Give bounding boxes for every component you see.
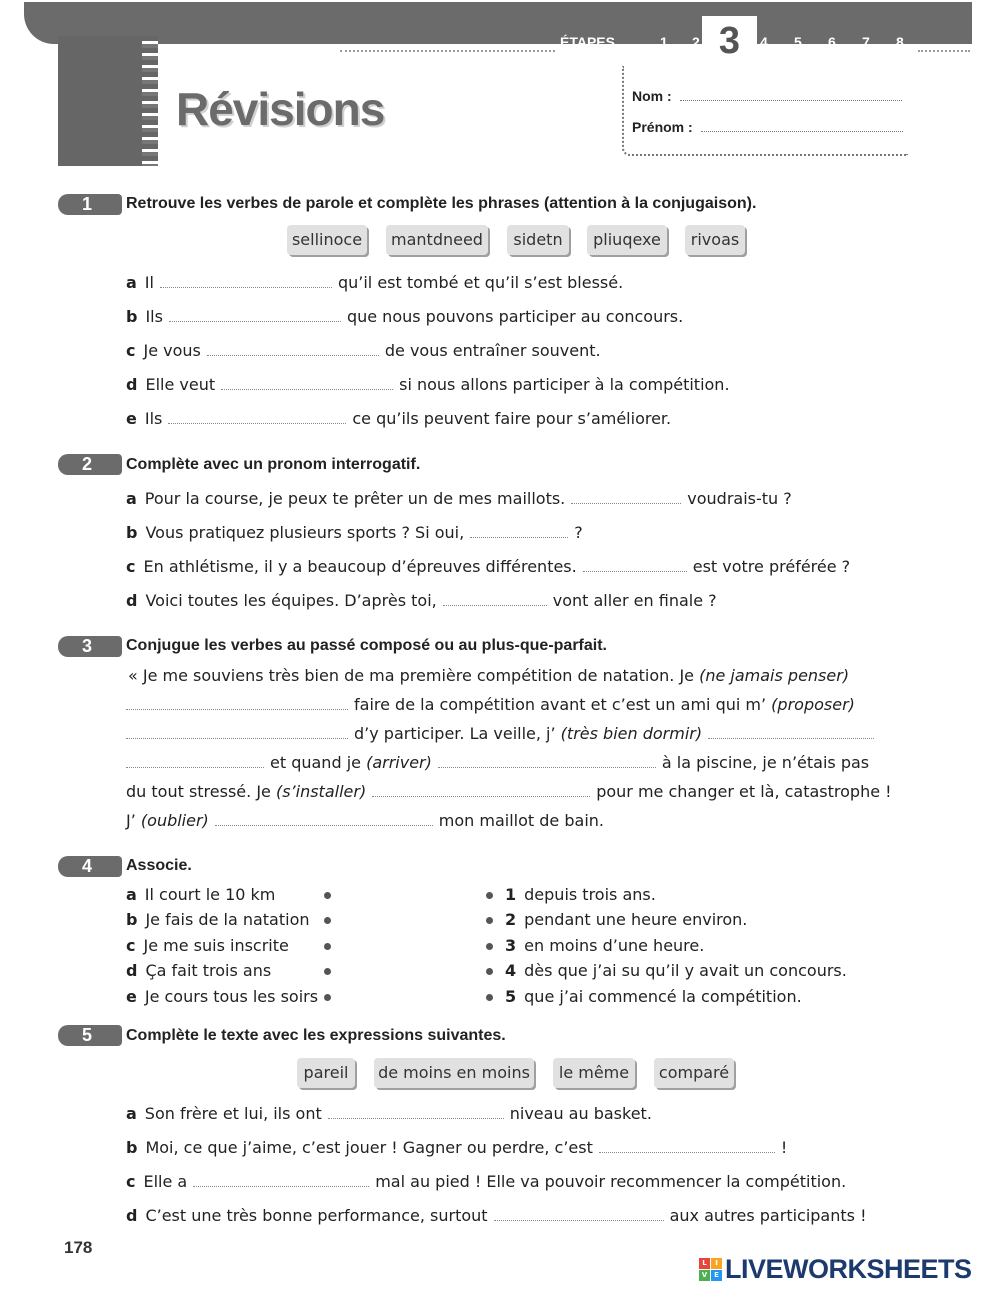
match-text: Ça fait trois ans bbox=[145, 961, 272, 980]
word-chip[interactable]: sidetn bbox=[507, 225, 569, 255]
name-blank[interactable] bbox=[680, 88, 902, 101]
match-text: Je cours tous les soirs bbox=[144, 987, 319, 1006]
exercise-3-instruction: Conjugue les verbes au passé composé ou au plus-que-parfait. bbox=[126, 637, 607, 654]
item-text-before: Ils bbox=[144, 409, 163, 428]
expression-chip[interactable]: le même bbox=[553, 1058, 635, 1088]
exercise-1-badge: 1 bbox=[58, 194, 116, 215]
item-text-after: qu’il est tombé et qu’il s’est blessé. bbox=[337, 273, 624, 292]
exercise-1-item-e bbox=[126, 409, 671, 428]
exercise-1-instruction: Retrouve les verbes de parole et complète les phrases (attention à la conjugaison). bbox=[126, 195, 757, 212]
brand-name: LIVEWORKSHEETS bbox=[725, 1254, 972, 1284]
exercise-2-instruction: Complète avec un pronom interrogatif. bbox=[126, 456, 421, 473]
answer-blank[interactable] bbox=[193, 1174, 369, 1187]
firstname-field[interactable] bbox=[632, 119, 903, 135]
match-dot-left[interactable] bbox=[324, 994, 331, 1001]
exercise-5-item-c bbox=[126, 1172, 846, 1191]
para-text: pour me changer et là, catastrophe ! bbox=[596, 782, 892, 801]
answer-blank[interactable] bbox=[168, 411, 346, 424]
exercise-2-item-d bbox=[126, 591, 717, 610]
item-letter: b bbox=[126, 523, 138, 542]
item-text-after: mal au pied ! Elle va pouvoir recommencer la compétition. bbox=[375, 1172, 847, 1191]
answer-blank[interactable] bbox=[126, 697, 348, 710]
match-dot-right[interactable] bbox=[486, 943, 493, 950]
answer-blank[interactable] bbox=[438, 755, 656, 768]
word-chip[interactable]: pliuqexe bbox=[587, 225, 667, 255]
para-text: et quand je bbox=[270, 753, 361, 772]
item-text-after: de vous entraîner souvent. bbox=[384, 341, 601, 360]
exercise-3-line-2 bbox=[126, 695, 855, 714]
answer-blank[interactable] bbox=[160, 275, 332, 288]
answer-blank[interactable] bbox=[328, 1106, 504, 1119]
item-letter: a bbox=[126, 885, 137, 904]
exercise-3-line-3 bbox=[126, 724, 880, 743]
answer-blank[interactable] bbox=[207, 343, 379, 356]
item-text-after: vont aller en finale ? bbox=[552, 591, 717, 610]
step-4[interactable]: 4 bbox=[760, 34, 768, 50]
answer-blank[interactable] bbox=[126, 726, 348, 739]
match-text: Je me suis inscrite bbox=[143, 936, 289, 955]
para-text: du tout stressé. Je bbox=[126, 782, 271, 801]
decorative-block bbox=[58, 36, 150, 166]
decorative-block-edge bbox=[142, 36, 158, 166]
exercise-1-item-c bbox=[126, 341, 601, 360]
current-step: 3 bbox=[702, 16, 757, 66]
exercise-1-item-a bbox=[126, 273, 623, 292]
match-right-5 bbox=[505, 987, 802, 1006]
match-dot-right[interactable] bbox=[486, 892, 493, 899]
match-left-b bbox=[126, 910, 310, 929]
step-8[interactable]: 8 bbox=[896, 34, 904, 50]
exercise-4-instruction: Associe. bbox=[126, 857, 192, 874]
match-right-1 bbox=[505, 885, 656, 904]
match-left-d bbox=[126, 961, 271, 980]
logo-cube: V bbox=[699, 1270, 710, 1281]
item-letter: a bbox=[126, 273, 137, 292]
item-text-after: ! bbox=[780, 1138, 788, 1157]
logo-cube: E bbox=[711, 1270, 722, 1281]
item-letter: d bbox=[126, 961, 138, 980]
match-number: 1 bbox=[505, 885, 517, 904]
item-letter: a bbox=[126, 489, 137, 508]
match-dot-left[interactable] bbox=[324, 968, 331, 975]
item-text-before: Son frère et lui, ils ont bbox=[144, 1104, 322, 1123]
item-text-after: niveau au basket. bbox=[509, 1104, 652, 1123]
exercise-5-item-a bbox=[126, 1104, 652, 1123]
step-1[interactable]: 1 bbox=[660, 34, 668, 50]
item-text-after: ? bbox=[574, 523, 583, 542]
item-letter: c bbox=[126, 1172, 136, 1191]
match-text: que j’ai commencé la compétition. bbox=[524, 987, 802, 1006]
expression-chip[interactable]: comparé bbox=[654, 1058, 734, 1088]
match-number: 3 bbox=[505, 936, 517, 955]
name-box bbox=[622, 66, 908, 156]
match-right-2 bbox=[505, 910, 747, 929]
exercise-2-item-a bbox=[126, 489, 792, 508]
banner-dotted-line bbox=[340, 42, 555, 52]
match-text: en moins d’une heure. bbox=[524, 936, 705, 955]
name-field[interactable] bbox=[632, 88, 902, 104]
item-text-before: Vous pratiquez plusieurs sports ? Si oui, bbox=[145, 523, 465, 542]
match-right-3 bbox=[505, 936, 704, 955]
item-text-before: Il bbox=[144, 273, 154, 292]
word-chip[interactable]: mantdneed bbox=[386, 225, 488, 255]
answer-blank[interactable] bbox=[494, 1208, 664, 1221]
match-text: Je fais de la natation bbox=[145, 910, 310, 929]
exercise-2-badge: 2 bbox=[58, 454, 116, 475]
answer-blank[interactable] bbox=[583, 559, 687, 572]
item-letter: d bbox=[126, 591, 138, 610]
step-6[interactable]: 6 bbox=[828, 34, 836, 50]
exercise-3-badge: 3 bbox=[58, 636, 116, 657]
page-title: Révisions bbox=[176, 83, 385, 135]
match-dot-left[interactable] bbox=[324, 892, 331, 899]
item-letter: a bbox=[126, 1104, 137, 1123]
item-text-before: Voici toutes les équipes. D’après toi, bbox=[145, 591, 437, 610]
exercise-3-line-6 bbox=[126, 811, 604, 830]
liveworksheets-logo[interactable] bbox=[699, 1254, 999, 1284]
exercise-5-badge: 5 bbox=[58, 1025, 116, 1046]
item-text-after: voudrais-tu ? bbox=[687, 489, 792, 508]
name-label: Nom : bbox=[632, 88, 672, 104]
para-text: J’ bbox=[126, 811, 136, 830]
exercise-2-item-b bbox=[126, 523, 583, 542]
match-dot-right[interactable] bbox=[486, 917, 493, 924]
exercise-5-item-b bbox=[126, 1138, 787, 1157]
match-dot-left[interactable] bbox=[324, 943, 331, 950]
match-dot-right[interactable] bbox=[486, 968, 493, 975]
item-text-before: C’est une très bonne performance, surtout bbox=[145, 1206, 488, 1225]
firstname-label: Prénom : bbox=[632, 119, 693, 135]
match-text: Il court le 10 km bbox=[144, 885, 276, 904]
answer-blank[interactable] bbox=[708, 726, 874, 739]
match-number: 2 bbox=[505, 910, 517, 929]
verb-hint: (ne jamais penser) bbox=[699, 666, 850, 685]
exercise-2-item-c bbox=[126, 557, 850, 576]
page-number: 178 bbox=[64, 1238, 93, 1257]
logo-cubes-icon bbox=[699, 1258, 723, 1282]
answer-blank[interactable] bbox=[215, 813, 433, 826]
exercise-3-line-5 bbox=[126, 782, 892, 801]
exercise-4-badge: 4 bbox=[58, 856, 116, 877]
para-text: mon maillot de bain. bbox=[438, 811, 604, 830]
item-letter: e bbox=[126, 409, 137, 428]
item-text-after: est votre préférée ? bbox=[692, 557, 851, 576]
exercise-3-line-1 bbox=[128, 666, 849, 685]
logo-cube: L bbox=[699, 1258, 710, 1269]
expression-chip[interactable]: pareil bbox=[297, 1058, 355, 1088]
para-text: « Je me souviens très bien de ma première compétition de natation. Je bbox=[128, 666, 694, 685]
match-number: 4 bbox=[505, 961, 517, 980]
item-letter: d bbox=[126, 1206, 138, 1225]
item-letter: d bbox=[126, 375, 138, 394]
logo-cube: I bbox=[711, 1258, 722, 1269]
etapes-label: ÉTAPES bbox=[560, 34, 615, 50]
match-dot-right[interactable] bbox=[486, 994, 493, 1001]
step-5[interactable]: 5 bbox=[794, 34, 802, 50]
match-text: dès que j’ai su qu’il y avait un concours. bbox=[524, 961, 847, 980]
item-letter: c bbox=[126, 557, 136, 576]
verb-hint: (très bien dormir) bbox=[560, 724, 703, 743]
item-letter: b bbox=[126, 307, 138, 326]
match-text: depuis trois ans. bbox=[524, 885, 656, 904]
item-letter: c bbox=[126, 341, 136, 360]
match-left-e bbox=[126, 987, 318, 1006]
exercise-3-line-4 bbox=[126, 753, 869, 772]
answer-blank[interactable] bbox=[221, 377, 393, 390]
item-letter: c bbox=[126, 936, 136, 955]
answer-blank[interactable] bbox=[599, 1140, 775, 1153]
answer-blank[interactable] bbox=[169, 309, 341, 322]
word-chip[interactable]: rivoas bbox=[685, 225, 745, 255]
verb-hint: (arriver) bbox=[366, 753, 432, 772]
match-text: pendant une heure environ. bbox=[524, 910, 748, 929]
exercise-1-item-b bbox=[126, 307, 683, 326]
item-text-before: En athlétisme, il y a beaucoup d’épreuves différentes. bbox=[143, 557, 577, 576]
verb-hint: (oublier) bbox=[140, 811, 209, 830]
verb-hint: (s’installer) bbox=[275, 782, 367, 801]
item-text-after: ce qu’ils peuvent faire pour s’améliorer. bbox=[352, 409, 672, 428]
item-text-before: Je vous bbox=[143, 341, 201, 360]
item-text-before: Moi, ce que j’aime, c’est jouer ! Gagner ou perdre, c’est bbox=[145, 1138, 593, 1157]
item-text-before: Ils bbox=[145, 307, 163, 326]
item-text-after: si nous allons participer à la compétition. bbox=[399, 375, 730, 394]
expression-chip[interactable]: de moins en moins bbox=[374, 1058, 534, 1088]
word-chip[interactable]: sellinoce bbox=[287, 225, 367, 255]
exercise-5-item-d bbox=[126, 1206, 866, 1225]
step-2[interactable]: 2 bbox=[692, 34, 700, 50]
answer-blank[interactable] bbox=[571, 491, 681, 504]
item-letter: e bbox=[126, 987, 137, 1006]
match-right-4 bbox=[505, 961, 847, 980]
match-dot-left[interactable] bbox=[324, 917, 331, 924]
banner-dotted-line-right bbox=[918, 42, 970, 52]
exercise-5-instruction: Complète le texte avec les expressions suivantes. bbox=[126, 1027, 506, 1044]
item-text-after: que nous pouvons participer au concours. bbox=[346, 307, 684, 326]
item-text-before: Elle veut bbox=[145, 375, 216, 394]
firstname-blank[interactable] bbox=[701, 119, 903, 132]
item-letter: b bbox=[126, 1138, 138, 1157]
step-7[interactable]: 7 bbox=[862, 34, 870, 50]
para-text: faire de la compétition avant et c’est un ami qui m’ bbox=[354, 695, 767, 714]
match-left-c bbox=[126, 936, 289, 955]
answer-blank[interactable] bbox=[372, 784, 590, 797]
item-text-after: aux autres participants ! bbox=[669, 1206, 867, 1225]
item-letter: b bbox=[126, 910, 138, 929]
match-left-a bbox=[126, 885, 275, 904]
answer-blank[interactable] bbox=[126, 755, 264, 768]
para-text: d’y participer. La veille, j’ bbox=[354, 724, 556, 743]
item-text-before: Elle a bbox=[143, 1172, 188, 1191]
answer-blank[interactable] bbox=[443, 593, 547, 606]
verb-hint: (proposer) bbox=[771, 695, 855, 714]
para-text: à la piscine, je n’étais pas bbox=[661, 753, 870, 772]
answer-blank[interactable] bbox=[470, 525, 568, 538]
match-number: 5 bbox=[505, 987, 517, 1006]
exercise-1-item-d bbox=[126, 375, 730, 394]
item-text-before: Pour la course, je peux te prêter un de mes maillots. bbox=[144, 489, 566, 508]
